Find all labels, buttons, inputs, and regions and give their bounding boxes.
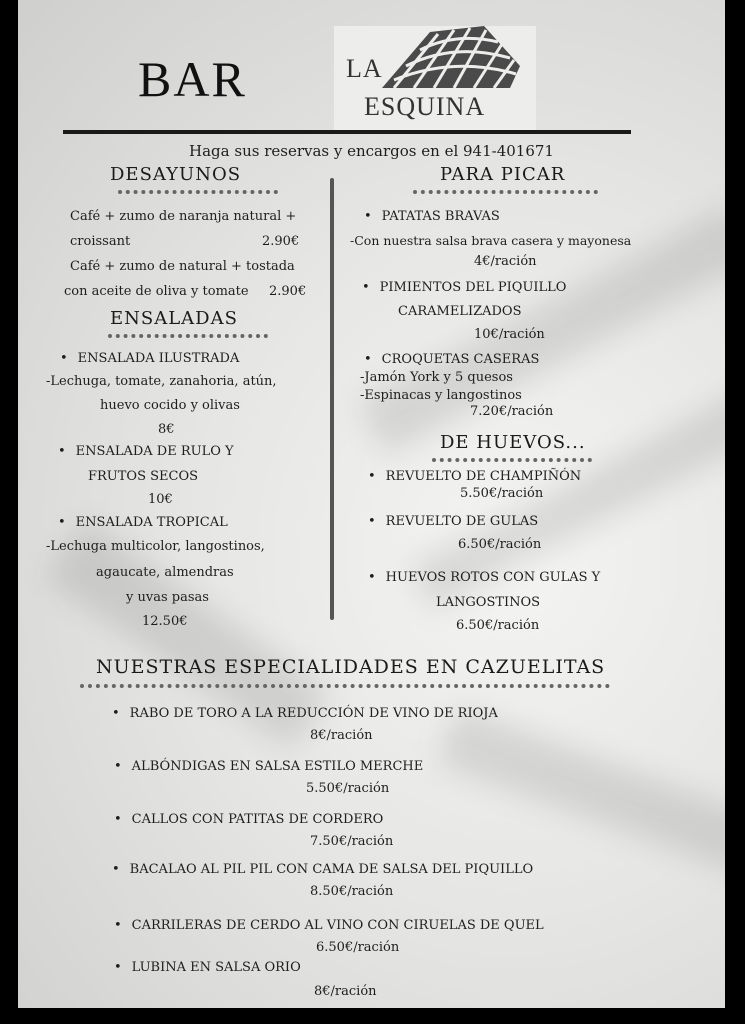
- especialidad-item-5-name: • CARRILERAS DE CERDO AL VINO CON CIRUELAS DE QUEL: [114, 918, 544, 933]
- ensalada-item-3-name: • ENSALADA TROPICAL: [58, 515, 228, 530]
- picar-item-2-name2: CARAMELIZADOS: [398, 304, 522, 319]
- ensalada-item-1-desc2: huevo cocido y olivas: [100, 398, 240, 413]
- especialidades-title: NUESTRAS ESPECIALIDADES EN CAZUELITAS: [96, 656, 606, 678]
- huevos-title: DE HUEVOS...: [440, 432, 586, 453]
- especialidad-item-1-name: • RABO DE TORO A LA REDUCCIÓN DE VINO DE RIOJA: [112, 706, 498, 721]
- especialidad-item-6-name: • LUBINA EN SALSA ORIO: [114, 960, 301, 975]
- ensalada-item-3-desc1: -Lechuga multicolor, langostinos,: [46, 539, 265, 554]
- reservas-phone: Haga sus reservas y encargos en el 941-401671: [189, 142, 554, 160]
- ensalada-item-3-desc3: y uvas pasas: [126, 590, 209, 605]
- logo-esquina-text: ESQUINA: [364, 92, 486, 121]
- dotted-divider: [413, 190, 598, 194]
- huevos-item-1-name: • REVUELTO DE CHAMPIÑÓN: [368, 469, 581, 484]
- picar-item-2-name1: • PIMIENTOS DEL PIQUILLO: [362, 280, 566, 295]
- huevos-item-2-price: 6.50€/ración: [458, 537, 542, 552]
- picar-item-3-price: 7.20€/ración: [470, 404, 554, 419]
- ensalada-item-2-name2: FRUTOS SECOS: [88, 469, 199, 484]
- bar-title: BAR: [138, 51, 247, 107]
- desayunos-title: DESAYUNOS: [110, 164, 242, 185]
- header-divider: [63, 130, 631, 134]
- shadow-decoration: [437, 707, 725, 873]
- picar-item-1-price: 4€/ración: [474, 254, 537, 269]
- ensalada-item-3-desc2: agaucate, almendras: [96, 565, 234, 580]
- para-picar-title: PARA PICAR: [440, 164, 566, 185]
- picar-item-1-desc: -Con nuestra salsa brava casera y mayonesa: [350, 233, 632, 248]
- huevos-item-2-name: • REVUELTO DE GULAS: [368, 514, 538, 529]
- especialidad-item-3-price: 7.50€/ración: [310, 834, 394, 849]
- ensalada-item-2-name1: • ENSALADA DE RULO Y: [58, 444, 234, 459]
- huevos-item-1-price: 5.50€/ración: [460, 486, 544, 501]
- desayuno-item-1-line1: Café + zumo de naranja natural +: [70, 209, 297, 224]
- logo-la-text: LA: [346, 54, 383, 83]
- column-divider: [330, 178, 334, 620]
- ensaladas-title: ENSALADAS: [110, 308, 238, 329]
- desayuno-item-2-line1: Café + zumo de natural + tostada: [70, 259, 295, 274]
- desayuno-item-1-line2: croissant: [70, 234, 131, 249]
- logo: [334, 26, 536, 130]
- huevos-item-3-name2: LANGOSTINOS: [436, 595, 541, 610]
- dotted-divider: [432, 458, 592, 462]
- ensalada-item-1-price: 8€: [158, 422, 175, 437]
- especialidad-item-5-price: 6.50€/ración: [316, 940, 400, 955]
- ensalada-item-1-desc1: -Lechuga, tomate, zanahoria, atún,: [46, 374, 277, 389]
- especialidad-item-1-price: 8€/ración: [310, 728, 373, 743]
- picar-item-3-desc1: -Jamón York y 5 quesos: [360, 370, 513, 385]
- especialidad-item-6-price: 8€/ración: [314, 984, 377, 999]
- picar-item-3-desc2: -Espinacas y langostinos: [360, 388, 522, 403]
- huevos-item-3-name1: • HUEVOS ROTOS CON GULAS Y: [368, 570, 600, 585]
- ensalada-item-2-price: 10€: [148, 492, 173, 507]
- picar-item-3-name: • CROQUETAS CASERAS: [364, 352, 539, 367]
- especialidad-item-2-price: 5.50€/ración: [306, 781, 390, 796]
- dotted-divider: [108, 334, 268, 338]
- desayuno-item-1-price: 2.90€: [262, 234, 300, 249]
- menu-page: [18, 0, 725, 1008]
- especialidad-item-4-name: • BACALAO AL PIL PIL CON CAMA DE SALSA DEL PIQUILLO: [112, 862, 533, 877]
- especialidad-item-3-name: • CALLOS CON PATITAS DE CORDERO: [114, 812, 383, 827]
- ensalada-item-1-name: • ENSALADA ILUSTRADA: [60, 351, 239, 366]
- especialidad-item-4-price: 8.50€/ración: [310, 884, 394, 899]
- picar-item-1-name: • PATATAS BRAVAS: [364, 209, 500, 224]
- picar-item-2-price: 10€/ración: [474, 327, 545, 342]
- desayuno-item-2-line2: con aceite de oliva y tomate: [64, 284, 249, 299]
- dotted-divider: [80, 684, 610, 688]
- especialidad-item-2-name: • ALBÓNDIGAS EN SALSA ESTILO MERCHE: [114, 759, 423, 774]
- dotted-divider: [118, 190, 278, 194]
- desayuno-item-2-price: 2.90€: [269, 284, 307, 299]
- ensalada-item-3-price: 12.50€: [142, 614, 188, 629]
- huevos-item-3-price: 6.50€/ración: [456, 618, 540, 633]
